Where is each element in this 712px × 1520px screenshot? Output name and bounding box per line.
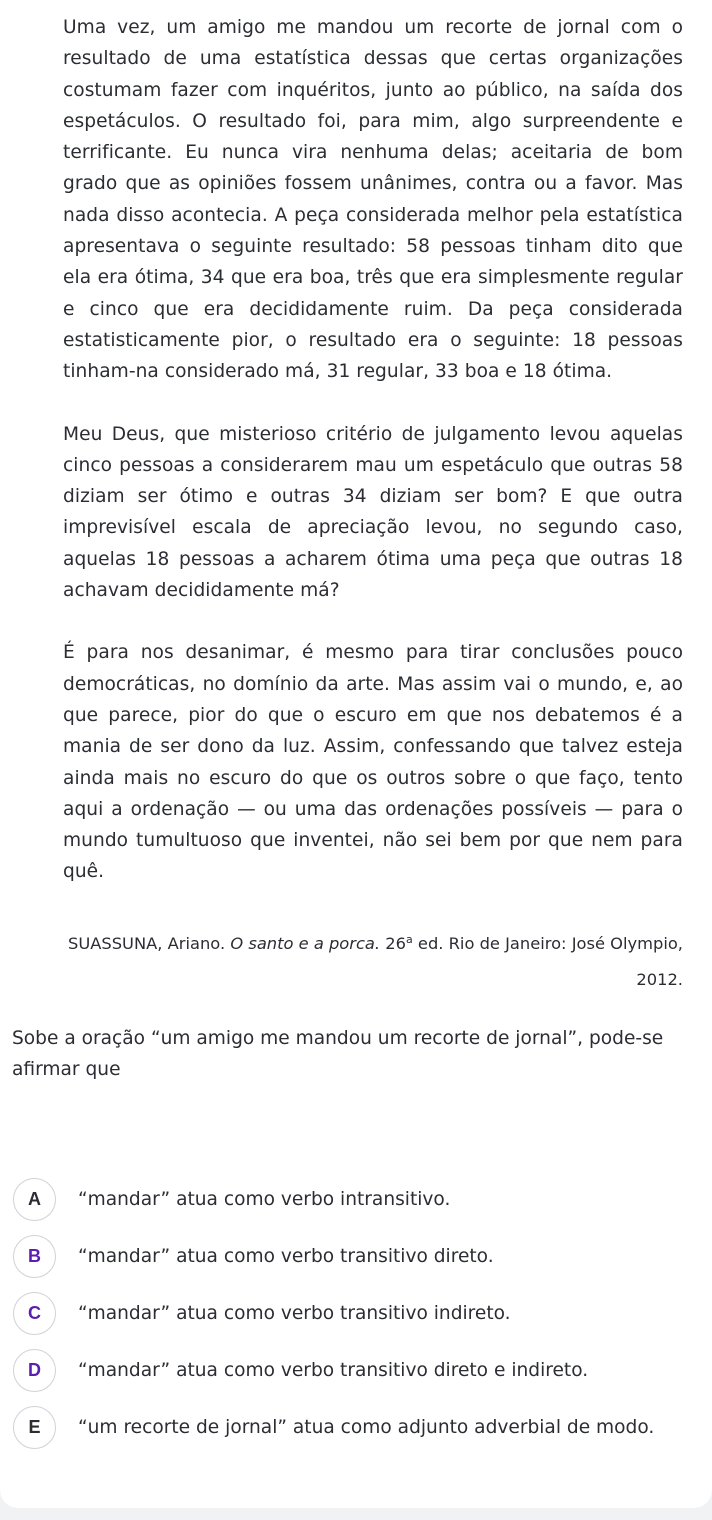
citation-year: 2012. bbox=[636, 970, 683, 989]
option-d-letter[interactable]: D bbox=[13, 1349, 56, 1392]
option-b-letter[interactable]: B bbox=[13, 1235, 56, 1278]
option-a-text[interactable]: “mandar” atua como verbo intransitivo. bbox=[78, 1188, 451, 1210]
citation-author: SUASSUNA, Ariano. bbox=[68, 934, 226, 953]
reading-passage bbox=[63, 12, 683, 919]
citation-publisher: ed. Rio de Janeiro: José Olympio, bbox=[417, 934, 683, 953]
citation-line-1 bbox=[63, 926, 683, 962]
option-e[interactable] bbox=[13, 1406, 693, 1449]
option-c-text[interactable]: “mandar” atua como verbo transitivo indireto. bbox=[78, 1302, 511, 1324]
option-a[interactable] bbox=[13, 1178, 693, 1221]
option-c-letter[interactable]: C bbox=[13, 1292, 56, 1335]
option-c[interactable] bbox=[13, 1292, 693, 1335]
option-e-letter[interactable]: E bbox=[13, 1406, 56, 1449]
option-b-text[interactable]: “mandar” atua como verbo transitivo direto. bbox=[78, 1245, 494, 1267]
option-d[interactable] bbox=[13, 1349, 693, 1392]
option-a-letter[interactable]: A bbox=[13, 1178, 56, 1221]
option-b[interactable] bbox=[13, 1235, 693, 1278]
citation-title: O santo e a porca. bbox=[230, 934, 381, 953]
option-d-text[interactable]: “mandar” atua como verbo transitivo direto e indireto. bbox=[78, 1359, 589, 1381]
question-prompt: Sobe a oração “um amigo me mandou um recorte de jornal”, pode-se afirmar que bbox=[12, 1028, 664, 1081]
citation-edition bbox=[385, 934, 412, 953]
passage-paragraph-1: Uma vez, um amigo me mandou um recorte de jornal com o resultado de uma estatística dessas que certas organizações costumam fazer com inquéritos, junto ao público, na saída dos espetáculos. O resultado foi, para mim, algo surpreendente e terrificante. Eu nunca vira nenhuma delas; aceitaria de bom grado que as opiniões fossem unânimes, contra ou a favor. Mas nada disso acontecia. A peça considerada melhor pela estatística apresentava o seguinte resultado: 58 pessoas tinham dito que ela era ótima, 34 que era boa, três que era simplesmente regular e cinco que era decididamente ruim. Da peça considerada estatisticamente pior, o resultado era o seguinte: 18 pessoas tinham-na considerado má, 31 regular, 33 boa e 18 ótima. bbox=[63, 17, 683, 383]
source-citation bbox=[63, 926, 683, 998]
citation-edition-number: 26 bbox=[385, 934, 406, 953]
passage-paragraph-2: Meu Deus, que misterioso critério de julgamento levou aquelas cinco pessoas a considerarem mau um espetáculo que outras 58 diziam ser ótimo e outras 34 diziam ser bom? E que outra imprevisível escala de apreciação levou, no segundo caso, aquelas 18 pessoas a acharem ótima uma peça que outras 18 achavam decididamente má? bbox=[63, 423, 683, 602]
passage-paragraph-3: É para nos desanimar, é mesmo para tirar conclusões pouco democráticas, no domínio da arte. Mas assim vai o mundo, e, ao que parece, pior do que o escuro em que nos debatemos é a mania de ser dono da luz. Assim, confessando que talvez esteja ainda mais no escuro do que os outros sobre o que faço, tento aqui a ordenação — ou uma das ordenações possíveis — para o mundo tumultuoso que inventei, não sei bem por que nem para quê. bbox=[63, 642, 683, 883]
option-e-text[interactable]: “um recorte de jornal” atua como adjunto adverbial de modo. bbox=[78, 1416, 655, 1438]
citation-edition-suffix: a bbox=[405, 933, 413, 946]
